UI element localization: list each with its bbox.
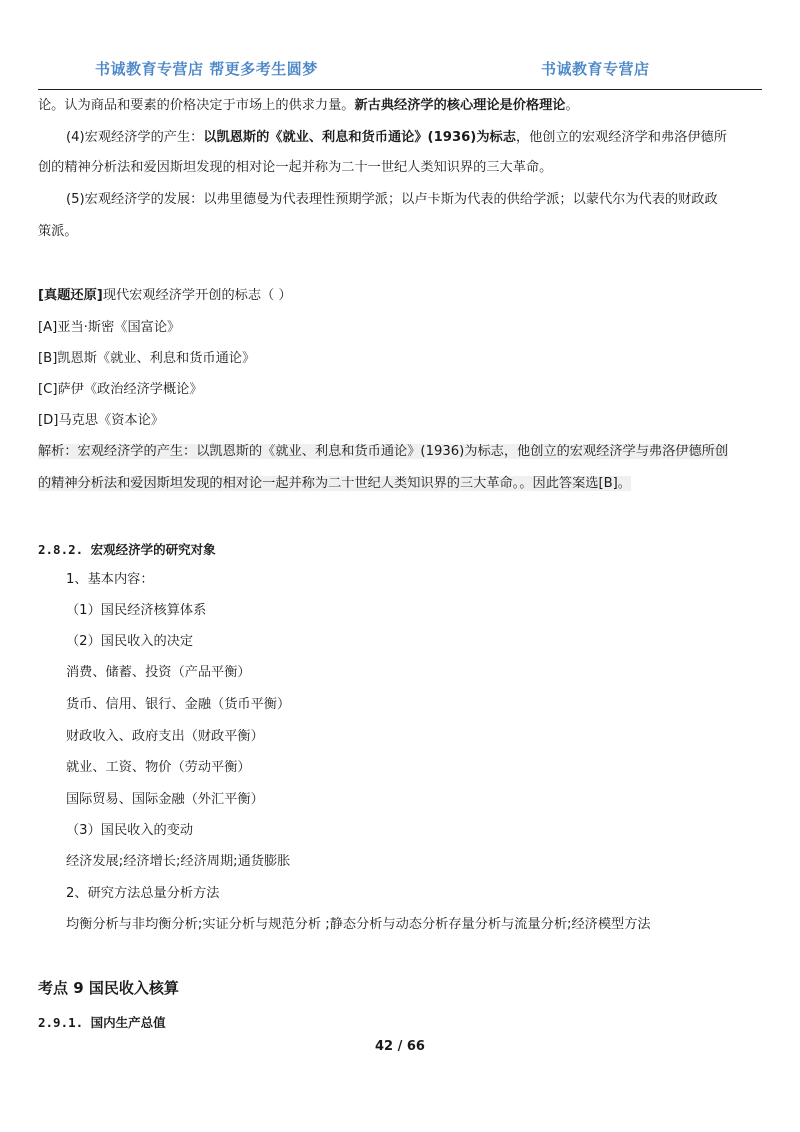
list-item: 消费、储蓄、投资（产品平衡）: [66, 665, 251, 680]
header-right-text: 书诚教育专营店: [541, 60, 650, 78]
analysis-text: 的精神分析法和爱因斯坦发现的相对论一起并称为二十世纪人类知识界的三大革命。。因此答案选[B]。: [38, 476, 631, 491]
header-divider: [38, 89, 762, 90]
text-span: 。: [565, 98, 579, 113]
header-left-text: 书诚教育专营店 帮更多考生圆梦: [95, 60, 318, 78]
question-text: 现代宏观经济学开创的标志（ ）: [102, 288, 292, 303]
list-item: 国际贸易、国际金融（外汇平衡）: [66, 792, 264, 807]
list-item: 2、研究方法总量分析方法: [66, 886, 220, 901]
analysis-line-2: [38, 474, 766, 494]
list-item: 财政收入、政府支出（财政平衡）: [66, 729, 264, 744]
bold-text: 以凯恩斯的《就业、利息和货币通论》(1936)为标志: [203, 130, 516, 145]
section-heading-2-9-1: 2.9.1. 国内生产总值: [38, 1015, 166, 1030]
list-item: （3）国民收入的变动: [66, 823, 194, 838]
bold-text: 新古典经济学的核心理论是价格理论: [354, 98, 566, 113]
list-item: 均衡分析与非均衡分析;实证分析与规范分析 ;静态分析与动态分析存量分析与流量分析;经济模型方法: [66, 917, 651, 932]
option-c: [C]萨伊《政治经济学概论》: [38, 382, 203, 397]
option-a: [A]亚当·斯密《国富论》: [38, 320, 181, 335]
option-b: [B]凯恩斯《就业、利息和货币通论》: [38, 351, 256, 366]
question-stem: [38, 286, 766, 306]
text-span: 论。认为商品和要素的价格决定于市场上的供求力量。: [38, 98, 355, 113]
list-item: 经济发展;经济增长;经济周期;通货膨胀: [66, 854, 291, 869]
list-item: 货币、信用、银行、金融（货币平衡）: [66, 697, 291, 712]
page-number: 42 / 66: [375, 1039, 425, 1054]
paragraph-4-line-2: 创的精神分析法和爱因斯坦发现的相对论一起并称为二十一世纪人类知识界的三大革命。: [38, 160, 553, 175]
analysis-line-1: [38, 442, 766, 462]
question-tag: [真题还原]: [38, 288, 103, 303]
text-span: (4)宏观经济学的产生：: [66, 130, 204, 145]
list-item: （2）国民收入的决定: [66, 634, 194, 649]
paragraph-line-1: [38, 96, 766, 116]
section-heading-2-8-2: 2.8.2. 宏观经济学的研究对象: [38, 542, 216, 557]
paragraph-5-line-2: 策派。: [38, 224, 78, 239]
paragraph-4-line-1: [66, 128, 794, 148]
text-span: ，他创立的宏观经济学和弗洛伊德所: [515, 130, 727, 145]
analysis-text: 解析：宏观经济学的产生：以凯恩斯的《就业、利息和货币通论》(1936)为标志，他创立的宏观经济学与弗洛伊德所创: [38, 444, 729, 459]
list-item: 1、基本内容：: [66, 572, 154, 587]
list-item: （1）国民经济核算体系: [66, 603, 207, 618]
paragraph-5-line-1: (5)宏观经济学的发展：以弗里德曼为代表理性预期学派；以卢卡斯为代表的供给学派；以蒙代尔为代表的财政政: [66, 192, 718, 207]
kaodian-heading: 考点 9 国民收入核算: [38, 979, 179, 997]
option-d: [D]马克思《资本论》: [38, 413, 164, 428]
list-item: 就业、工资、物价（劳动平衡）: [66, 760, 251, 775]
